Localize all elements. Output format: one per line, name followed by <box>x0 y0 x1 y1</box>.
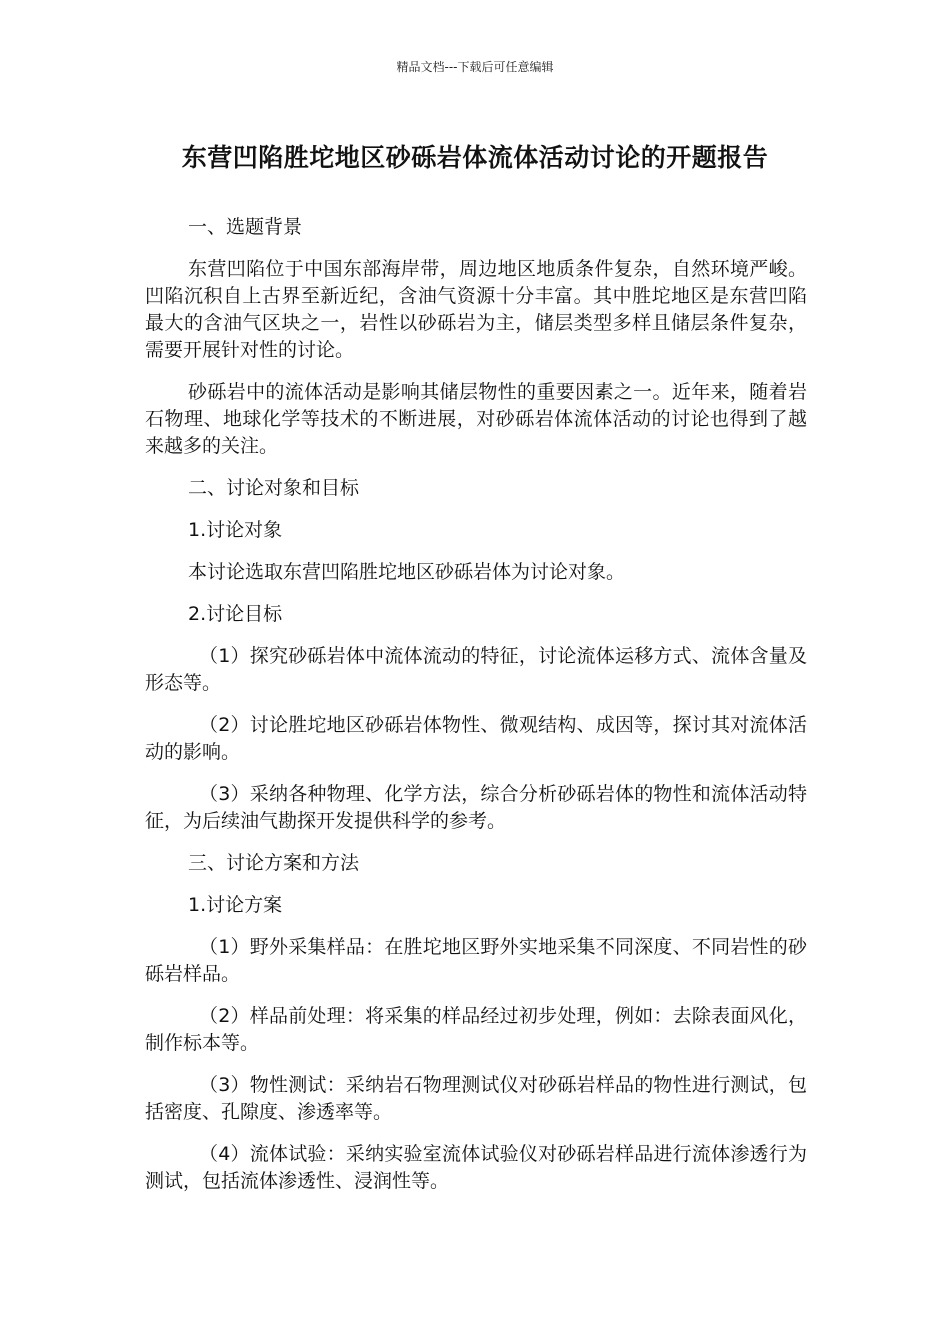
list-item: （2）讨论胜坨地区砂砾岩体物性、微观结构、成因等，探讨其对流体活动的影响。 <box>145 714 807 763</box>
list-item: （4）流体试验：采纳实验室流体试验仪对砂砾岩样品进行流体渗透行为测试，包括流体渗透性、浸润性等。 <box>145 1143 807 1192</box>
list-item: （3）物性测试：采纳岩石物理测试仪对砂砾岩样品的物性进行测试，包括密度、孔隙度、渗透率等。 <box>145 1074 807 1123</box>
list-item: （3）采纳各种物理、化学方法，综合分析砂砾岩体的物性和流体活动特征，为后续油气勘探开发提供科学的参考。 <box>145 783 807 832</box>
section-heading-background: 一、选题背景 <box>188 216 303 238</box>
subheading-research-object: 1.讨论对象 <box>188 519 283 541</box>
list-item: （1）探究砂砾岩体中流体流动的特征，讨论流体运移方式、流体含量及形态等。 <box>145 645 807 694</box>
paragraph: 东营凹陷位于中国东部海岸带，周边地区地质条件复杂，自然环境严峻。凹陷沉积自上古界至新近纪，含油气资源十分丰富。其中胜坨地区是东营凹陷最大的含油气区块之一，岩性以砂砾岩为主，储层类型多样且储层条件复杂，需要开展针对性的讨论。 <box>145 258 807 361</box>
paragraph: 本讨论选取东营凹陷胜坨地区砂砾岩体为讨论对象。 <box>188 561 626 583</box>
page-header: 精品文档---下载后可任意编辑 <box>396 60 554 74</box>
document-body <box>145 214 807 1210</box>
section-heading-objects-goals: 二、讨论对象和目标 <box>188 477 360 499</box>
subheading-research-plan: 1.讨论方案 <box>188 894 283 916</box>
list-item: （1）野外采集样品：在胜坨地区野外实地采集不同深度、不同岩性的砂砾岩样品。 <box>145 936 807 985</box>
subheading-research-goals: 2.讨论目标 <box>188 603 283 625</box>
list-item: （2）样品前处理：将采集的样品经过初步处理，例如：去除表面风化，制作标本等。 <box>145 1005 807 1054</box>
paragraph: 砂砾岩中的流体活动是影响其储层物性的重要因素之一。近年来，随着岩石物理、地球化学等技术的不断进展，对砂砾岩体流体活动的讨论也得到了越来越多的关注。 <box>145 381 807 457</box>
section-heading-methods: 三、讨论方案和方法 <box>188 852 360 874</box>
document-title: 东营凹陷胜坨地区砂砾岩体流体活动讨论的开题报告 <box>181 143 769 172</box>
